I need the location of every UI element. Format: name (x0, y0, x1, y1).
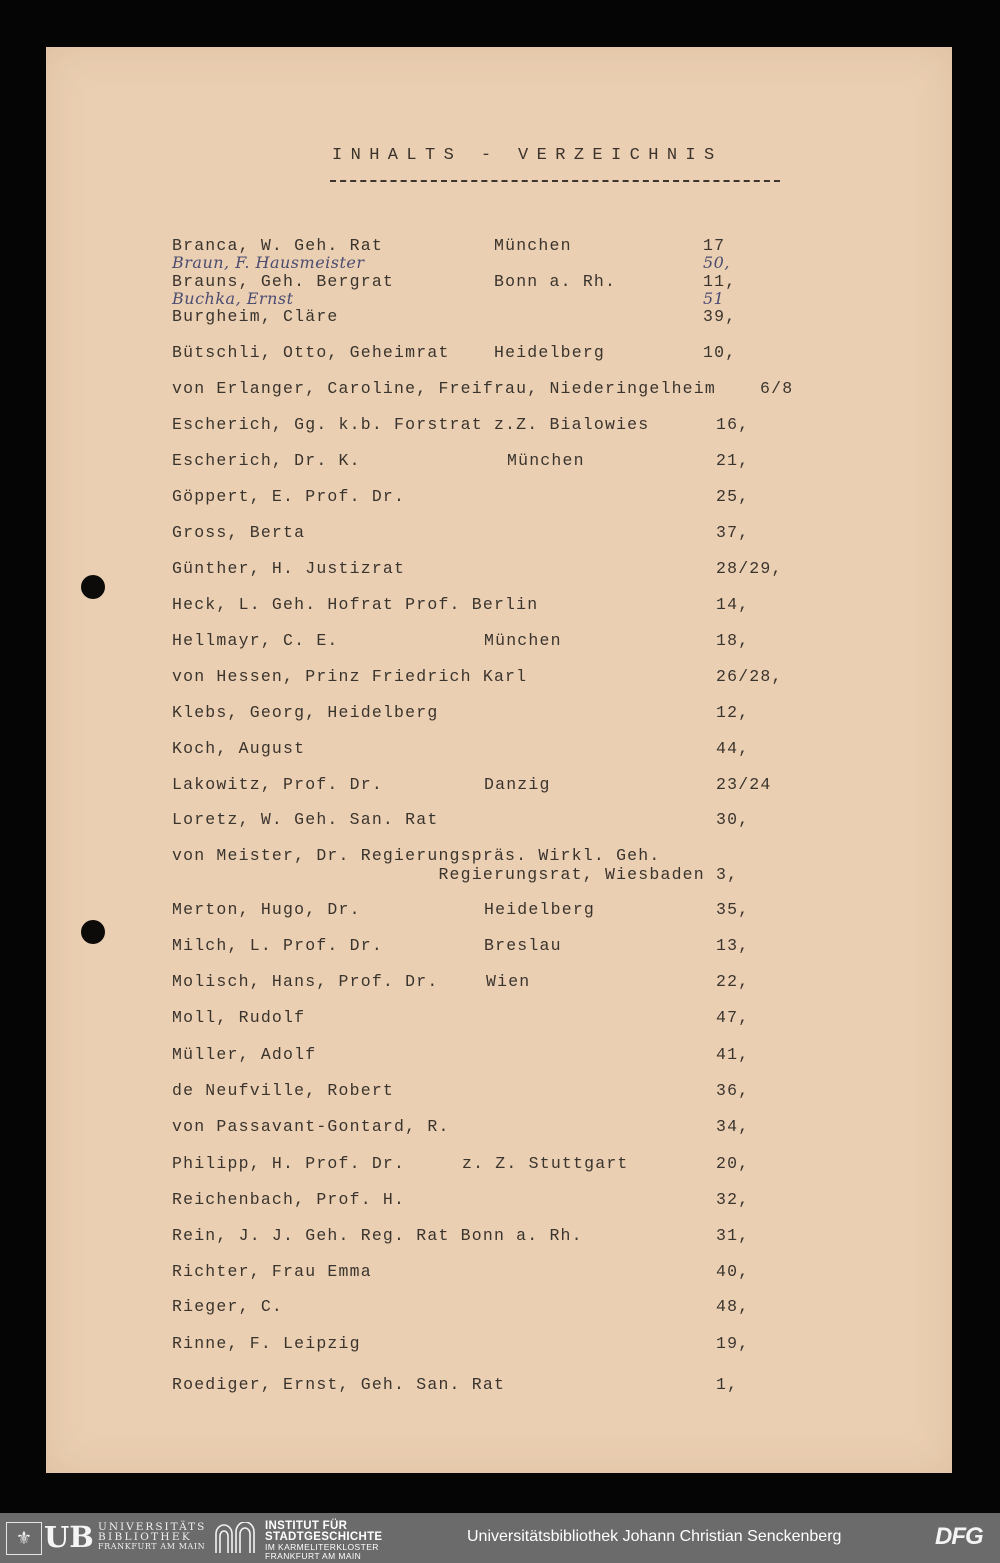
entry-page: 1, (716, 1375, 739, 1394)
entry-place: München (494, 236, 572, 255)
entry-name: Brauns, Geh. Bergrat (172, 272, 395, 291)
entry-place: Heidelberg (484, 900, 596, 919)
entry-page: 17 (703, 236, 726, 255)
entry-place: München (484, 631, 562, 650)
entry-page: 34, (716, 1117, 750, 1136)
index-entry (0, 846, 1000, 866)
entry-page: 25, (716, 487, 750, 506)
entry-place: Wien (486, 972, 531, 991)
entry-page: 37, (716, 523, 750, 542)
entry-name: Richter, Frau Emma (172, 1262, 372, 1281)
entry-page: 23/24 (716, 775, 772, 794)
index-entry (0, 1297, 1000, 1317)
entry-name: Heck, L. Geh. Hofrat Prof. Berlin (172, 595, 539, 614)
isg-line-4: FRANKFURT AM MAIN (265, 1551, 362, 1561)
entry-place: Heidelberg (494, 343, 606, 362)
entry-name: Müller, Adolf (172, 1045, 317, 1064)
entry-page: 3, (716, 865, 739, 884)
ub-line-1: UNIVERSITÄTS (98, 1521, 207, 1533)
index-entry (0, 1190, 1000, 1210)
index-entry (0, 343, 1000, 363)
footer-bar (0, 1513, 1000, 1563)
entry-name: Buchka, Ernst (172, 289, 294, 308)
entry-page: 20, (716, 1154, 750, 1173)
index-entry (0, 703, 1000, 723)
index-entry (0, 1334, 1000, 1354)
entry-name: von Passavant-Gontard, R. (172, 1117, 450, 1136)
entry-page: 6/8 (760, 379, 794, 398)
entry-name: Escherich, Dr. K. (172, 451, 361, 470)
document-title: INHALTS - VERZEICHNIS (332, 146, 723, 165)
entry-name: Gross, Berta (172, 523, 306, 542)
entry-name: Klebs, Georg, Heidelberg (172, 703, 439, 722)
isg-line-1: INSTITUT FÜR (265, 1520, 348, 1532)
entry-page: 22, (716, 972, 750, 991)
index-entry (0, 1226, 1000, 1246)
entry-name: Merton, Hugo, Dr. (172, 900, 361, 919)
entry-name: de Neufville, Robert (172, 1081, 395, 1100)
entry-name: Hellmayr, C. E. (172, 631, 339, 650)
entry-name: Branca, W. Geh. Rat (172, 236, 383, 255)
entry-page: 35, (716, 900, 750, 919)
index-entry (0, 415, 1000, 435)
index-entry (0, 289, 1000, 309)
entry-page: 26/28, (716, 667, 783, 686)
index-entry (0, 667, 1000, 687)
entry-name: Burgheim, Cläre (172, 307, 339, 326)
index-entry (0, 559, 1000, 579)
index-entry (0, 253, 1000, 273)
entry-page: 12, (716, 703, 750, 722)
index-entry (0, 1081, 1000, 1101)
isg-line-2: STADTGESCHICHTE (265, 1531, 383, 1543)
index-entry (0, 487, 1000, 507)
entry-name: Koch, August (172, 739, 306, 758)
entry-place: Breslau (484, 936, 562, 955)
isg-arches-icon (214, 1522, 258, 1554)
index-entry (0, 775, 1000, 795)
index-entry (0, 810, 1000, 830)
entry-page: 28/29, (716, 559, 783, 578)
entry-name: Reichenbach, Prof. H. (172, 1190, 406, 1209)
index-entry (0, 900, 1000, 920)
index-entry (0, 523, 1000, 543)
isg-wordmark (265, 1521, 382, 1561)
entry-name: Regierungsrat, Wiesbaden (172, 865, 705, 884)
index-entry (0, 936, 1000, 956)
entry-page: 18, (716, 631, 750, 650)
entry-page: 47, (716, 1008, 750, 1027)
entry-name: von Meister, Dr. Regierungspräs. Wirkl. Geh. (172, 846, 661, 865)
entry-page: 44, (716, 739, 750, 758)
index-entry (0, 739, 1000, 759)
entry-page: 48, (716, 1297, 750, 1316)
entry-page: 19, (716, 1334, 750, 1353)
ub-seal-icon: ⚜ (6, 1522, 42, 1555)
index-entry (0, 379, 1000, 399)
entry-name: Milch, L. Prof. Dr. (172, 936, 383, 955)
entry-place: z. Z. Stuttgart (462, 1154, 629, 1173)
entry-name: Rein, J. J. Geh. Reg. Rat Bonn a. Rh. (172, 1226, 583, 1245)
index-entry (0, 1008, 1000, 1028)
index-entry (0, 1045, 1000, 1065)
title-underline (330, 180, 780, 182)
entry-page: 40, (716, 1262, 750, 1281)
entry-page: 30, (716, 810, 750, 829)
index-entry (0, 1154, 1000, 1174)
entry-name: von Hessen, Prinz Friedrich Karl (172, 667, 528, 686)
entry-page: 31, (716, 1226, 750, 1245)
entry-page: 36, (716, 1081, 750, 1100)
ub-wordmark (98, 1522, 206, 1552)
ub-line-2: BIBLIOTHEK (98, 1531, 192, 1543)
entry-page: 11, (703, 272, 737, 291)
entry-page: 32, (716, 1190, 750, 1209)
entry-page: 21, (716, 451, 750, 470)
entry-name: Loretz, W. Geh. San. Rat (172, 810, 439, 829)
entry-page: 13, (716, 936, 750, 955)
entry-page: 14, (716, 595, 750, 614)
index-entry (0, 1262, 1000, 1282)
index-entry (0, 1375, 1000, 1395)
index-entry (0, 595, 1000, 615)
index-entry (0, 631, 1000, 651)
entry-name: Bütschli, Otto, Geheimrat (172, 343, 450, 362)
entry-name: Moll, Rudolf (172, 1008, 306, 1027)
entry-page: 39, (703, 307, 737, 326)
index-entry (0, 972, 1000, 992)
isg-line-3: IM KARMELITERKLOSTER (265, 1542, 379, 1552)
entry-page: 10, (703, 343, 737, 362)
entry-name: Rieger, C. (172, 1297, 284, 1316)
entry-page: 50, (703, 253, 730, 272)
index-entry (0, 451, 1000, 471)
entry-name: Lakowitz, Prof. Dr. (172, 775, 383, 794)
entry-name: Göppert, E. Prof. Dr. (172, 487, 406, 506)
entry-name: Escherich, Gg. k.b. Forstrat z.Z. Bialowies (172, 415, 650, 434)
entry-name: Rinne, F. Leipzig (172, 1334, 361, 1353)
entry-name: Braun, F. Hausmeister (172, 253, 365, 272)
index-entry (0, 865, 1000, 885)
entry-name: von Erlanger, Caroline, Freifrau, Niederingelheim (172, 379, 716, 398)
entry-name: Philipp, H. Prof. Dr. (172, 1154, 406, 1173)
entry-page: 51 (703, 289, 725, 308)
entry-place: München (507, 451, 585, 470)
entry-place: Danzig (484, 775, 551, 794)
entry-page: 16, (716, 415, 750, 434)
library-name: Universitätsbibliothek Johann Christian Senckenberg (467, 1528, 842, 1545)
entry-place: Bonn a. Rh. (494, 272, 617, 291)
entry-page: 41, (716, 1045, 750, 1064)
index-entry (0, 307, 1000, 327)
ub-logo: UB (44, 1520, 94, 1554)
entry-name: Molisch, Hans, Prof. Dr. (172, 972, 439, 991)
dfg-logo: DFG (935, 1523, 983, 1550)
ub-line-3: FRANKFURT AM MAIN (98, 1542, 206, 1551)
entry-name: Günther, H. Justizrat (172, 559, 406, 578)
index-entry (0, 1117, 1000, 1137)
entry-name: Roediger, Ernst, Geh. San. Rat (172, 1375, 506, 1394)
